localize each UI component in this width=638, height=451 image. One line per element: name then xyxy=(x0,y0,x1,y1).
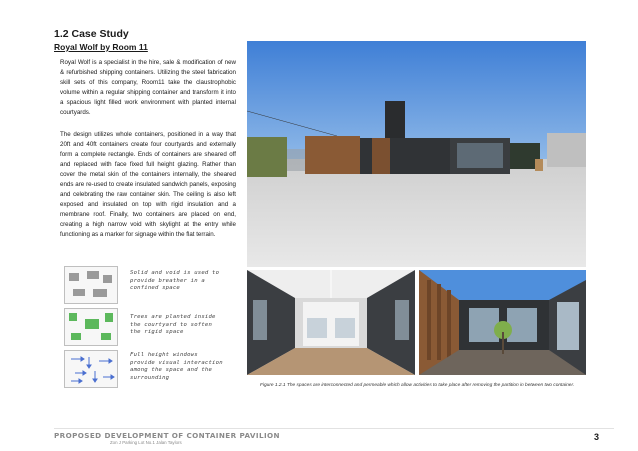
diagram-note-windows: Full height windows provide visual interaction among the space and the surrounding xyxy=(130,352,223,381)
section-title: 1.2 Case Study xyxy=(54,28,129,40)
courtyard-photo-right xyxy=(419,270,586,375)
page-number: 3 xyxy=(594,432,600,442)
courtyard-trees-diagram xyxy=(64,308,118,346)
paragraph-intro: Royal Wolf is a specialist in the hire, sale & modification of new & refurbished shipping containers. Utilizing the steel fabrication skill sets of this company, Room11 take the claustrophobic volume within a regular shipping container and transform it into a spacious light filled work environment with planted internal courtyards. xyxy=(60,59,236,116)
diagram-note-solid-void: Solid and void is used to provide breather in a confined space xyxy=(130,270,220,292)
footer-project-title: PROPOSED DEVELOPMENT OF CONTAINER PAVILION xyxy=(54,431,280,440)
figure-caption: Figure 1.2.1 The spaces are interconnected and permeable which allow activities to take place after removing the partition in between two container. xyxy=(260,383,575,388)
window-arrows-icon xyxy=(65,351,117,387)
footer-location: Zon J Parking Lot No.1 Jalan Taylors xyxy=(110,440,182,445)
paragraph-design: The design utilizes whole containers, positioned in a way that 20ft and 40ft containers create four courtyards and externally form a complete rectangle. Ends of containers are sheared off and replaced with face fixed full height glazing. Rather than cover the metal skin of the containers internally, the sheared ends are re-used to create insulated sandwich panels, exposing and celebrating the raw container skin. The ceiling is also left exposed and insulated on top with rigid insulation and a membrane roof. Finally, two containers are placed on end, creating a high narrow void with skylight at the entry while functioning as a marker for signage within the flat terrain. xyxy=(60,131,236,238)
diagram-note-trees: Trees are planted inside the courtyard to soften the rigid space xyxy=(130,314,216,336)
solid-void-diagram xyxy=(64,266,118,304)
windows-diagram xyxy=(64,350,118,388)
interior-photo-left xyxy=(247,270,415,375)
footer-divider xyxy=(54,428,614,429)
case-study-subtitle: Royal Wolf by Room 11 xyxy=(54,42,148,52)
exterior-photo xyxy=(247,41,586,267)
